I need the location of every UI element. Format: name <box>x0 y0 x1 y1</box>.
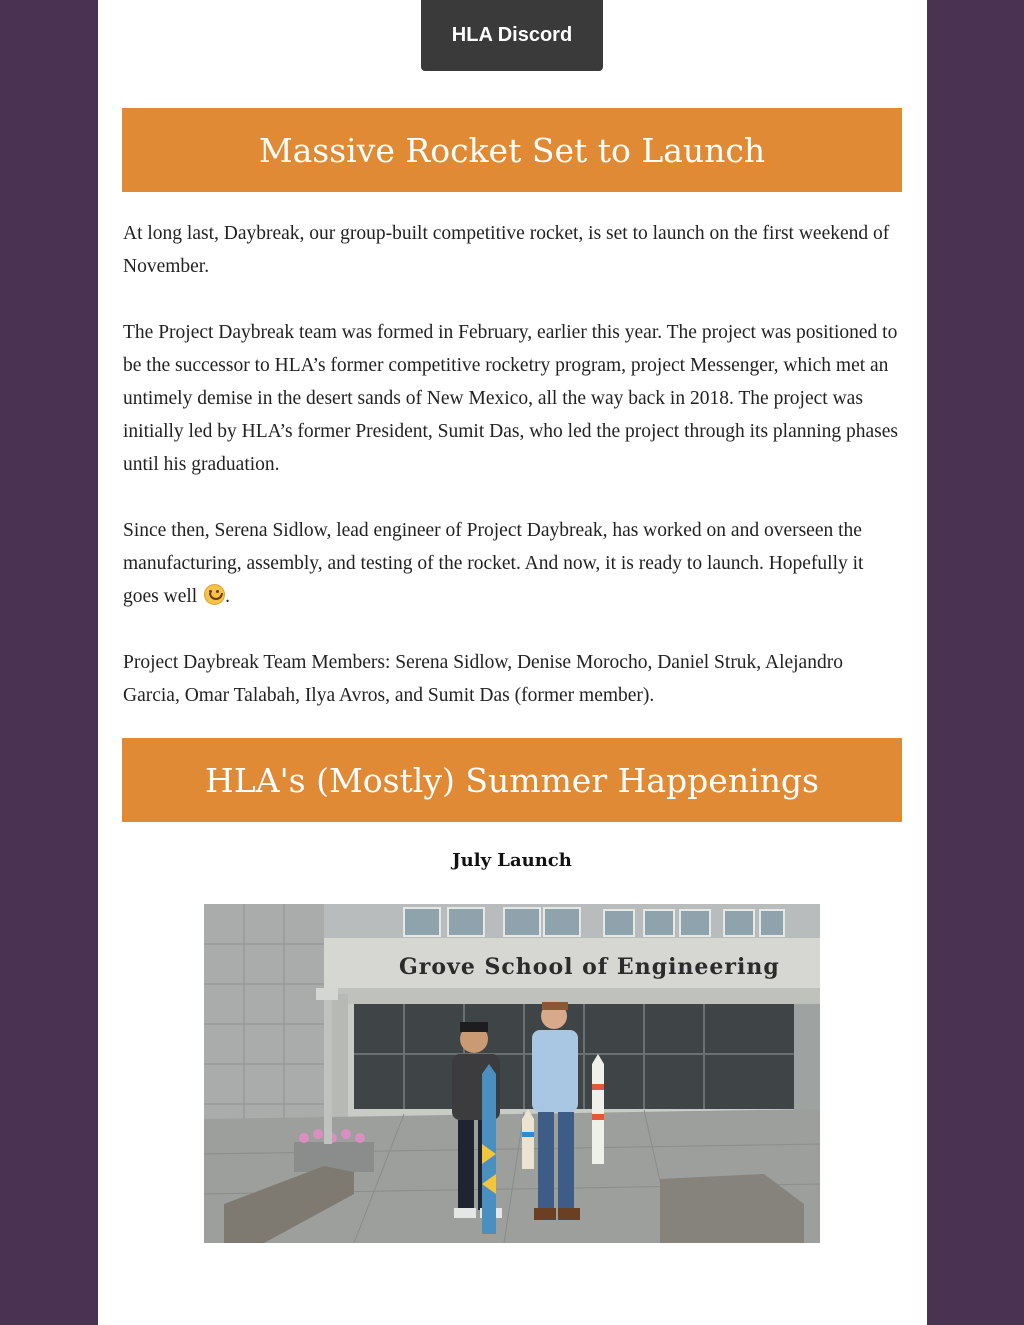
article-paragraph: At long last, Daybreak, our group-built competitive rocket, is set to launch on the first weekend of November. <box>123 223 890 277</box>
rocket-article <box>123 217 903 745</box>
hla-discord-button[interactable]: HLA Discord <box>421 0 603 71</box>
section-banner-rocket: Massive Rocket Set to Launch <box>122 108 902 192</box>
article-paragraph-with-emoji <box>123 514 903 613</box>
july-launch-photo <box>204 904 820 1243</box>
sentence-period: . <box>225 586 230 607</box>
article-paragraph: The Project Daybreak team was formed in February, earlier this year. The project was positioned to be the successor to HLA’s former competitive rocketry program, project Messenger, which met an untimely demise in the desert sands of New Mexico, all the way back in 2018. The project was initially led by HLA’s former President, Sumit Das, who led the project through its planning phases until his graduation. <box>123 322 899 475</box>
photo-illustration <box>204 904 820 1243</box>
newsletter-page <box>98 0 927 1325</box>
team-members-paragraph: Project Daybreak Team Members: Serena Sidlow, Denise Morocho, Daniel Struk, Alejandro Garcia, Omar Talabah, Ilya Avros, and Sumit Das (former member). <box>123 652 843 706</box>
section-banner-summer: HLA's (Mostly) Summer Happenings <box>122 738 902 822</box>
article-paragraph-text: Since then, Serena Sidlow, lead engineer of Project Daybreak, has worked on and overseen the manufacturing, assembly, and testing of the rocket. And now, it is ready to launch. Hopefully it goes well <box>123 520 864 607</box>
july-launch-heading: July Launch <box>452 850 572 871</box>
building-sign: Grove School of Engineering <box>399 954 780 980</box>
smiling-face-icon <box>204 584 225 605</box>
